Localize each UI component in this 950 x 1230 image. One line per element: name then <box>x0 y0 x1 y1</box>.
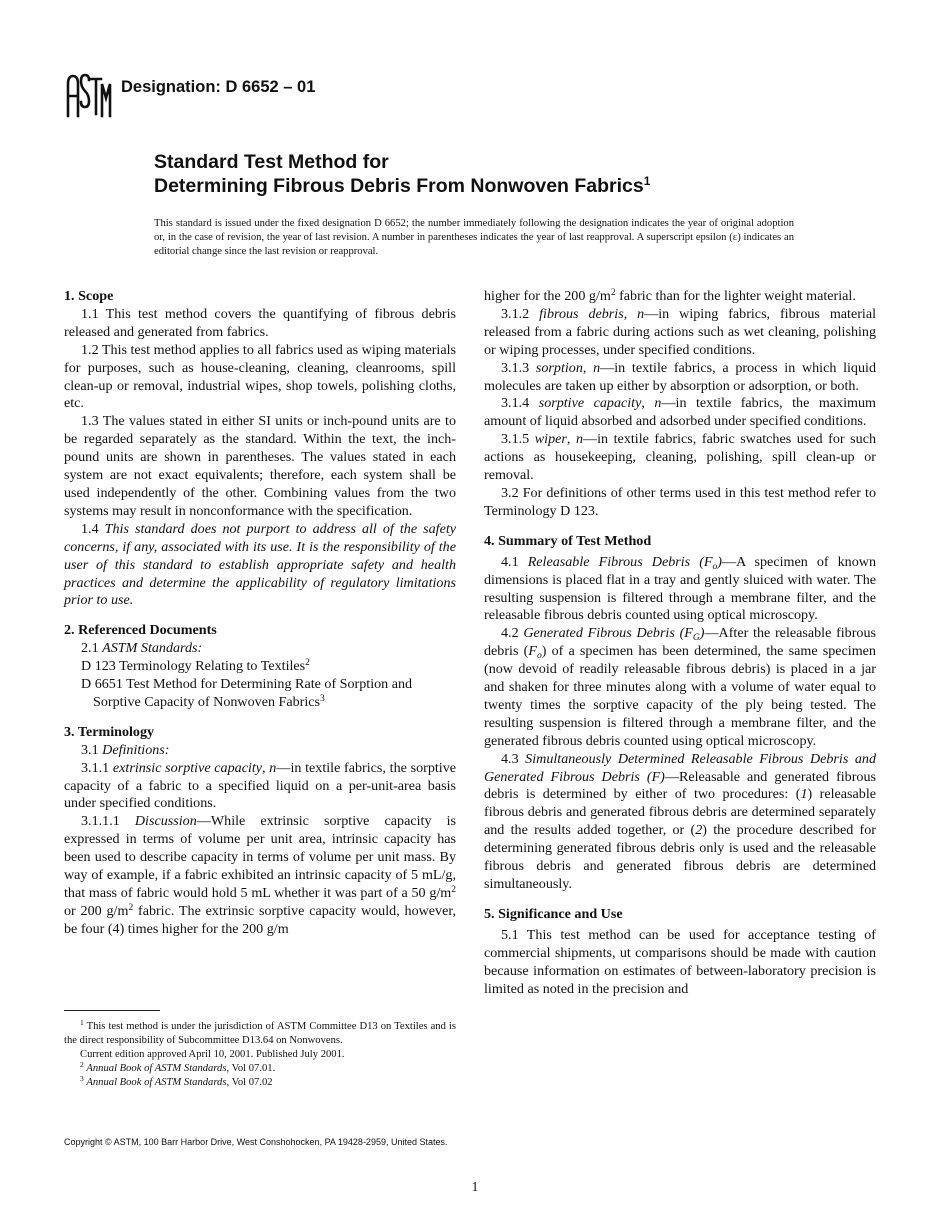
section-heading: 1. Scope <box>64 288 114 304</box>
reference-d123: D 123 Terminology Relating to Textiles$^2$ <box>81 658 310 675</box>
astm-logo <box>64 70 114 120</box>
page-number: 1 <box>471 1179 479 1194</box>
paragraph-5-1: 5.1 This test method can be used for acceptance testing of commercial shipments, ut comparisons should be made with caution because information on estimates of between-laboratory precision is limited as noted in the precision and <box>484 926 876 997</box>
paragraph-3-1-1-1-continued: higher for the 200 $g/m^2$ fabric than for the lighter weight material. <box>484 288 856 304</box>
footnote-1: $^1$ This test method is under the jurisdiction of ASTM Committee D13 on Textiles and is the direct responsibility of Subcommittee D13.64 on Nonwovens. <box>64 1018 456 1046</box>
right-column <box>484 288 876 998</box>
paragraph-3-2: 3.2 For definitions of other terms used in this test method refer to Terminology D 123. <box>484 484 876 519</box>
paragraph-1-3: 1.3 The values stated in either SI units or inch-pound units are to be regarded separately as the standard. Within the text, the inch-pound units are shown in parentheses. The values stated in each system are not exact equivalents; therefore, each system shall be used independently of the other. Combining values from the two systems may result in nonconformance with the specification. <box>64 413 456 519</box>
paragraph-3-1-2: 3.1.2 fibrous debris, n—in wiping fabrics, fibrous material released from a fabric during actions such as wet cleaning, polishing or wiping processes, under specified conditions. <box>484 305 876 358</box>
paragraph-1-1: 1.1 This test method covers the quantifying of fibrous debris released and generated from fabrics. <box>64 305 456 340</box>
footnote-3: $^3$ Annual Book of ASTM Standards, Vol 07.02 <box>80 1073 273 1088</box>
reference-d6651: D 6651 Test Method for Determining Rate of Sorption and Sorptive Capacity of Nonwoven Fabrics$^3$ <box>81 676 413 710</box>
issue-note: This standard is issued under the fixed designation D 6652; the number immediately following the designation indicates the year of original adoption or, in the case of revision, the year of last revision. A number in parentheses indicates the year of last reapproval. A superscript epsilon (ε) indicates an editorial change since the last revision or reapproval. <box>154 218 794 257</box>
paragraph-3-1-1: 3.1.1 extrinsic sorptive capacity, n—in textile fabrics, the sorptive capacity of a fabric to a specified liquid on a per-unit-area basis under specified conditions. <box>64 759 456 812</box>
paragraph-3-1-3: 3.1.3 sorption, n—in textile fabrics, a process in which liquid molecules are taken up either by absorption or adsorption, or both. <box>484 359 876 394</box>
footnotes <box>64 1020 456 1090</box>
paragraph-1-2: 1.2 This test method applies to all fabrics used as wiping materials for purposes, such as house-cleaning, cleaning, cleanrooms, spill clean-up or removal, industrial wipes, shop towels, polishing cloths, etc. <box>64 341 456 412</box>
paragraph-4-3: 4.3 Simultaneously Determined Releasable Fibrous Debris and Generated Fibrous Debris (F)—Releasable and generated fibrous debris is determined by either of two procedures: (1) releasable fibrous debris and generated fibrous debris are determined separately and the results added together, or (2) the procedure described for determining generated fibrous debris only is used and the releasable fibrous debris and generated fibrous debris are determined simultaneously. <box>484 750 877 892</box>
designation: Designation: D 6652 – 01 <box>121 78 316 96</box>
document-title <box>154 150 874 198</box>
footnote-2: $^2$ Annual Book of ASTM Standards, Vol 07.01. <box>80 1059 276 1074</box>
section-heading: 5. Significance and Use <box>484 905 623 922</box>
title-line-1: Standard Test Method for <box>154 151 389 173</box>
section-heading: 3. Terminology <box>64 723 155 740</box>
paragraph-2-1: 2.1 ASTM Standards: <box>81 640 203 657</box>
paragraph-1-4: 1.4 This standard does not purport to address all of the safety concerns, if any, associated with its use. It is the responsibility of the user of this standard to establish appropriate safety and health practices and determine the applicability of regulatory limitations prior to use. <box>64 520 456 609</box>
footnote-divider <box>64 1010 160 1011</box>
section-heading: 4. Summary of Test Method <box>484 532 652 549</box>
copyright: Copyright © ASTM, 100 Barr Harbor Drive, West Conshohocken, PA 19428-2959, United States. <box>64 1137 448 1147</box>
paragraph-4-2: 4.2 Generated Fibrous Debris $(F_G)—After$ the releasable fibrous debris $(F_o)$ of a specimen has been determined, the same specimen (now devoid of readily releasable fibrous debris) is placed in a jar and shaken for three minutes along with a volume of water equal to twenty times the sorptive capacity of the ply being tested. The resulting suspension is filtered through a membrane filter, and the generated fibrous debris counted using optical microscopy. <box>484 625 876 749</box>
footnote-1-edition: Current edition approved April 10, 2001. Published July 2001. <box>80 1048 345 1060</box>
paragraph-3-1-4: 3.1.4 sorptive capacity, n—in textile fabrics, the maximum amount of liquid absorbed and adsorbed under specified conditions. <box>484 395 876 430</box>
paragraph-4-1: 4.1 Releasable Fibrous Debris $(F_o)—A$ specimen of known dimensions is placed flat in a tray and gently sluiced with water. The resulting suspension is filtered through a membrane filter, and the releasable fibrous debris counted using optical microscopy. <box>484 553 876 624</box>
title-line-2: Determining Fibrous Debris From Nonwoven Fabrics$^1$ <box>154 174 651 197</box>
paragraph-3-1-5: 3.1.5 wiper, n—in textile fabrics, fabric swatches used for such actions as housekeeping, cleaning, polishing, spill clean-up or removal. <box>484 431 876 484</box>
paragraph-3-1-1-1: 3.1.1.1 Discussion—While extrinsic sorptive capacity is expressed in terms of volume per unit area, intrinsic capacity has been used to describe capacity in terms of volume per unit mass. By way of example, if a fabric exhibited an intrinsic capacity of 5 mL/g, that mass of fabric would hold 5 mL whether it was part of a 50 $g/m^2$ or 200 $g/m^2$ fabric. The extrinsic sorptive capacity would, however, be four (4) times higher for the 200 g/m <box>64 813 457 937</box>
section-heading: 2. Referenced Documents <box>64 622 217 639</box>
title-footnote-mark: 1 <box>643 174 651 188</box>
left-column <box>64 288 456 939</box>
paragraph-3-1: 3.1 Definitions: <box>81 741 170 758</box>
